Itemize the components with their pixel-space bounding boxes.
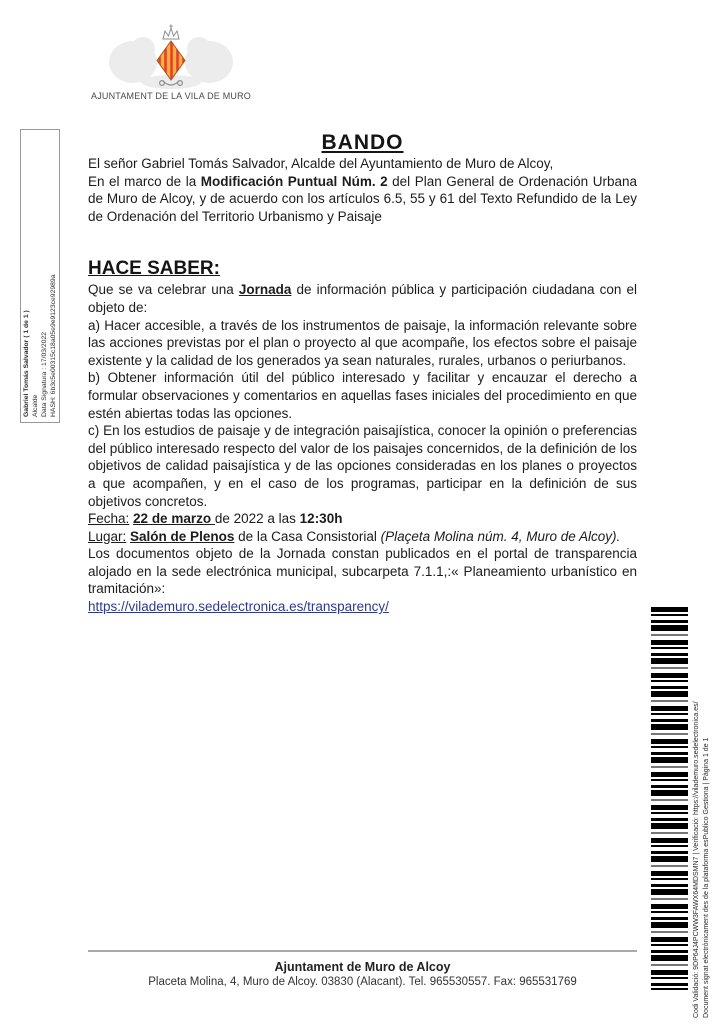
modificacion-bold: Modificación Puntual Núm. 2 — [200, 173, 388, 189]
item-a-paragraph: a) Hacer accesible, a través de los instrumentos de paisaje, la información relevante sobre las acciones previstas por el plan o proyecto al que acompañe, los efectos sobre el paisaje existente y la calidad de los generados ya sean naturales, rurales, urbanos o periurbanos. — [88, 317, 637, 368]
intro-paragraph: El señor Gabriel Tomás Salvador, Alcalde del Ayuntamiento de Muro de Alcoy, — [88, 156, 554, 171]
lugar-detail: (Plaçeta Molina núm. 4, Muro de Alcoy). — [380, 528, 621, 544]
footer-address: Placeta Molina, 4, Muro de Alcoy. 03830 (Alacant). Tel. 965530557. Fax: 965531769 — [148, 976, 577, 988]
fecha-label: Fecha: — [88, 511, 130, 527]
transparency-link[interactable]: https://vilademuro.sedelectronica.es/transparency/ — [88, 599, 389, 615]
fecha-date: 22 de marzo — [133, 511, 215, 527]
page-title: BANDO — [321, 131, 404, 154]
verification-platform-line: Document signat electrònicament des de la plataforma esPublico Gestiona | Pàgina 1 de 1 — [703, 737, 710, 1018]
event-details: Fecha: 22 de marzo de 2022 a las 12:30h Lugar: Salón de Plenos de la Casa Consistorial (Plaçeta Molina núm. 4, Muro de Alcoy). — [88, 511, 621, 544]
signature-date: Data Signatura : 17/03/2022 — [41, 331, 48, 417]
jornada-paragraph: Que se va celebrar una Jornada de información pública y participación ciudadana con el objeto de: — [88, 282, 637, 315]
verification-barcode-icon — [651, 607, 688, 990]
verification-text — [692, 598, 712, 1018]
signature-stamp-text — [22, 135, 58, 417]
lugar-label: Lugar: — [88, 528, 127, 544]
signature-stamp-box — [20, 129, 60, 423]
org-caption: AJUNTAMENT DE LA VILA DE MURO — [91, 91, 251, 101]
item-c-paragraph: c) En los estudios de paisaje y de integración paisajística, conocer la opinión o preferencias del público interesado respecto del valor de los paisajes concernidos, de la definición de los objetivos de calidad paisajística y de las opciones consideradas en los planes o proyectos a que acompañen, y en el caso de los programas, participar en la definición de sus objetivos concretos. — [88, 423, 637, 509]
item-b-paragraph: b) Obtener información útil del público interesado y facilitar y encauzar el derecho a formular observaciones y comentarios en aquellas fases iniciales del procedimiento en que estén abiertas todas las opciones. — [88, 370, 637, 421]
jornada-bold: Jornada — [238, 282, 292, 298]
signer-name: Gabriel Tomás Salvador ( 1 de 1 ) — [23, 310, 30, 417]
footer-divider — [88, 950, 637, 952]
lugar-place: Salón de Plenos — [130, 528, 235, 544]
docs-paragraph: Los documentos objeto de la Jornada constan publicados en el portal de transparencia alojado en la sede electrónica municipal, subcarpeta 7.1.1,:« Planeamiento urbanístico en tramitación»: — [88, 546, 637, 597]
signature-hash: HASH: 6b3c5e00315c18a05e9e9123ce92989a — [50, 274, 57, 417]
signer-role: Alcalde — [32, 394, 39, 417]
hace-saber-heading: HACE SABER: — [88, 258, 220, 280]
fecha-time: 12:30h — [299, 511, 343, 527]
verification-code-line: Codi Validació: 9DP64J4PCWW3FAWX64MDSMN7 | Verificació: https://vilademuro.sedelectronica.es/ — [693, 701, 700, 1018]
marco-paragraph: En el marco de la Modificación Puntual Núm. 2 del Plan General de Ordenación Urbana de Muro de Alcoy, y de acuerdo con los artículos 6.5, 55 y 61 del Texto Refundido de la Ley de Ordenación del Territorio Urbanismo y Paisaje — [88, 173, 638, 224]
verification-strip — [691, 598, 713, 1018]
muro-coat-of-arms-icon — [95, 22, 247, 90]
footer-org-name: Ajuntament de Muro de Alcoy — [274, 960, 451, 974]
document-body — [88, 131, 637, 616]
link-paragraph — [88, 598, 637, 616]
